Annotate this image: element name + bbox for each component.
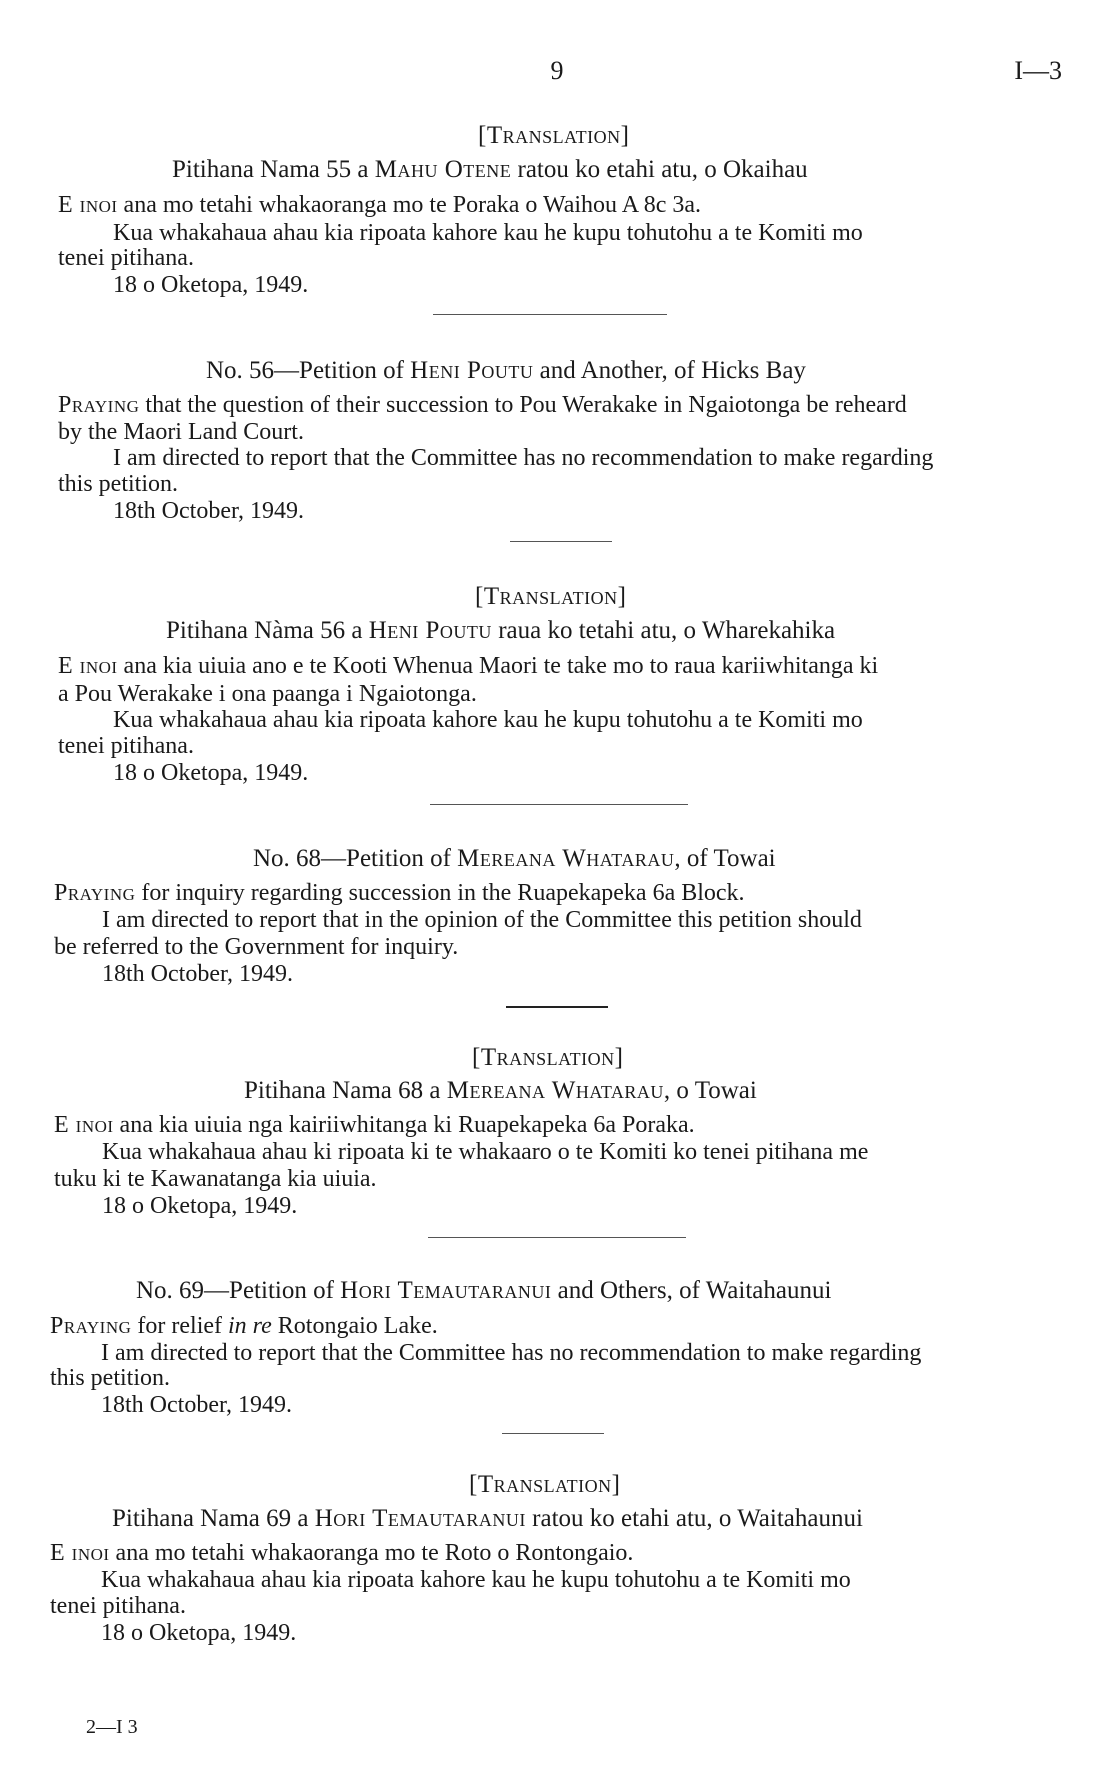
section-body-line: Kua whakahaua ahau kia ripoata kahore kau he kupu tohutohu a te Komiti mo	[113, 220, 863, 246]
section-title: Pitihana Nama 69 a Hori Temautaranui ratou ko etahi atu, o Waitahaunui	[112, 1505, 863, 1532]
section-body-line: a Pou Werakake i ona paanga i Ngaiotonga.	[58, 681, 477, 707]
translation-label: [Translation]	[475, 583, 627, 610]
section-body-line: I am directed to report that the Committee has no recommendation to make regarding	[101, 1340, 922, 1366]
section-body-line: E inoi ana mo tetahi whakaoranga mo te Poraka o Waihou A 8c 3a.	[58, 192, 701, 218]
document-reference: I—3	[1014, 56, 1062, 85]
section-body-line: Praying for inquiry regarding succession in the Ruapekapeka 6a Block.	[54, 880, 745, 906]
section-body-line: E inoi ana kia uiuia ano e te Kooti Whenua Maori te take mo to raua kariiwhitanga ki	[58, 653, 879, 679]
section-body-line: Kua whakahaua ahau kia ripoata kahore kau he kupu tohutohu a te Komiti mo	[113, 707, 863, 733]
section-body-line: Kua whakahaua ahau kia ripoata kahore kau he kupu tohutohu a te Komiti mo	[101, 1567, 851, 1593]
translation-label: [Translation]	[469, 1471, 621, 1498]
section-body-line: be referred to the Government for inquiry.	[54, 934, 459, 960]
section-divider	[502, 1433, 604, 1434]
section-body-line: by the Maori Land Court.	[58, 419, 304, 445]
section-body-line: tenei pitihana.	[58, 733, 194, 759]
section-date: 18th October, 1949.	[102, 961, 294, 987]
section-title: No. 56—Petition of Heni Poutu and Another, of Hicks Bay	[206, 357, 806, 384]
section-body-line: tenei pitihana.	[50, 1593, 186, 1619]
section-title: Pitihana Nama 55 a Mahu Otene ratou ko etahi atu, o Okaihau	[172, 156, 808, 183]
section-divider	[506, 1006, 608, 1008]
section-date: 18th October, 1949.	[113, 498, 305, 524]
section-body-line: E inoi ana kia uiuia nga kairiiwhitanga ki Ruapekapeka 6a Poraka.	[54, 1112, 695, 1138]
section-body-line: tenei pitihana.	[58, 245, 194, 271]
section-title: Pitihana Nàma 56 a Heni Poutu raua ko tetahi atu, o Wharekahika	[166, 617, 836, 644]
section-body-line: I am directed to report that the Committee has no recommendation to make regarding	[113, 445, 934, 471]
section-body-line: this petition.	[58, 471, 178, 497]
section-date: 18 o Oketopa, 1949.	[102, 1193, 298, 1219]
section-date: 18th October, 1949.	[101, 1392, 293, 1418]
translation-label: [Translation]	[478, 122, 630, 149]
section-title: Pitihana Nama 68 a Mereana Whatarau, o Towai	[244, 1077, 757, 1104]
section-body-line: this petition.	[50, 1365, 170, 1391]
section-date: 18 o Oketopa, 1949.	[101, 1620, 297, 1646]
section-title: No. 68—Petition of Mereana Whatarau, of Towai	[253, 845, 776, 872]
section-divider	[428, 1237, 686, 1238]
translation-label: [Translation]	[472, 1044, 624, 1071]
section-divider	[430, 804, 688, 805]
section-date: 18 o Oketopa, 1949.	[113, 272, 309, 298]
section-date: 18 o Oketopa, 1949.	[113, 760, 309, 786]
section-body-line: tuku ki te Kawanatanga kia uiuia.	[54, 1166, 377, 1192]
section-title: No. 69—Petition of Hori Temautaranui and Others, of Waitahaunui	[136, 1277, 832, 1304]
section-divider	[433, 314, 667, 315]
section-body-line: Praying that the question of their succession to Pou Werakake in Ngaiotonga be reheard	[58, 392, 907, 418]
section-body-line: Kua whakahaua ahau ki ripoata ki te whakaaro o te Komiti ko tenei pitihana me	[102, 1139, 869, 1165]
section-divider	[510, 541, 612, 542]
section-body-line: Praying for relief in re Rotongaio Lake.	[50, 1313, 438, 1339]
section-body-line: E inoi ana mo tetahi whakaoranga mo te Roto o Rontongaio.	[50, 1540, 634, 1566]
section-body-line: I am directed to report that in the opinion of the Committee this petition should	[102, 907, 862, 933]
printer-signature: 2—I 3	[86, 1716, 138, 1738]
page-number: 9	[550, 56, 564, 85]
